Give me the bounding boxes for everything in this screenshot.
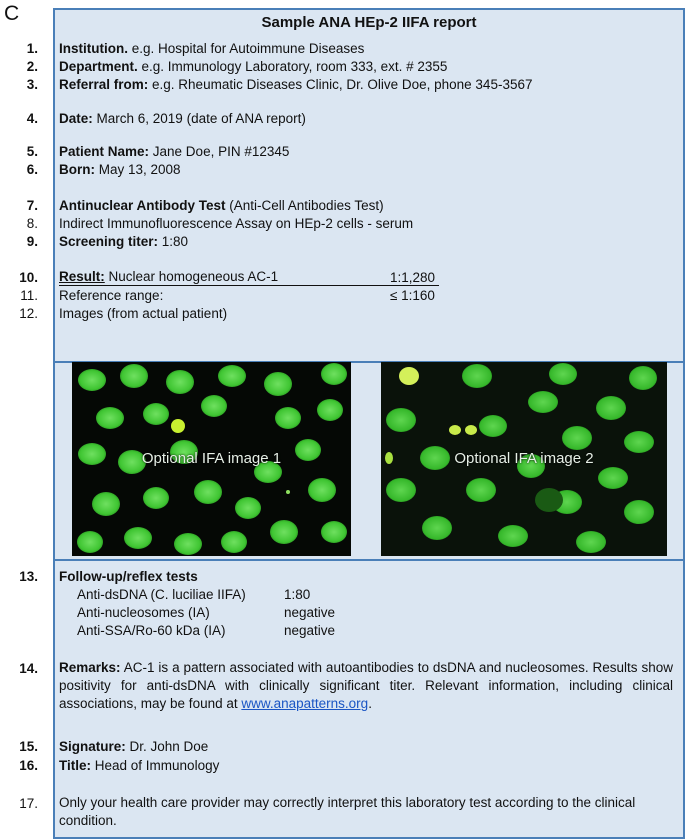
- reflex-test-name: Anti-SSA/Ro-60 kDa (IA): [77, 623, 226, 638]
- department-label: Department.: [59, 59, 138, 74]
- ifa-image-1-caption: Optional IFA image 1: [141, 450, 282, 467]
- reflex-test-name: Anti-nucleosomes (IA): [77, 605, 210, 620]
- reflex-test-name: Anti-dsDNA (C. luciliae IIFA): [77, 587, 246, 602]
- row-number: 12.: [19, 306, 38, 321]
- date-label: Date:: [59, 111, 93, 126]
- row-number: 15.: [19, 739, 38, 754]
- result-line: [59, 269, 439, 286]
- institution-label: Institution.: [59, 41, 128, 56]
- panel-letter: C: [4, 2, 20, 25]
- reflex-test-result: negative: [284, 623, 336, 638]
- report-title: Sample ANA HEp-2 IIFA report: [261, 14, 477, 31]
- reference-range-value: ≤ 1:160: [390, 288, 435, 303]
- ifa-image-2-caption: Optional IFA image 2: [454, 450, 594, 467]
- remarks-text: AC-1 is a pattern associated with autoantibodies to dsDNA and nucleosomes. Results show positivity for anti-dsDNA with clinically significant titer. Relevant information, including clinical associations, may be found at: [59, 660, 673, 711]
- remarks-label: Remarks:: [59, 660, 121, 675]
- screening-titer-label: Screening titer:: [59, 234, 159, 249]
- patient-name-value: Jane Doe, PIN #12345: [149, 144, 290, 159]
- row-number: 4.: [26, 111, 38, 126]
- row-number: 6.: [26, 162, 38, 177]
- row-number: 1.: [26, 41, 38, 56]
- title-value: Head of Immunology: [91, 758, 220, 773]
- reflex-test-result: negative: [284, 605, 336, 620]
- test-name-label: Antinuclear Antibody Test: [59, 198, 226, 213]
- row-number: 14.: [19, 661, 38, 676]
- row-number: 7.: [26, 198, 38, 213]
- title-label: Title:: [59, 758, 92, 773]
- ifa-image-2: [381, 362, 667, 556]
- row-number: 3.: [26, 77, 38, 92]
- date-line: [59, 110, 306, 127]
- result-label: Result:: [59, 269, 105, 284]
- reflex-tests-heading: [59, 568, 198, 585]
- signature-line: [59, 738, 208, 755]
- institution-value: e.g. Hospital for Autoimmune Diseases: [127, 41, 365, 56]
- patient-name-line: [59, 143, 289, 160]
- reflex-tests-label: Follow-up/reflex tests: [59, 569, 198, 584]
- patient-name-label: Patient Name:: [59, 144, 150, 159]
- referral-value: e.g. Rheumatic Diseases Clinic, Dr. Olive Doe, phone 345-3567: [148, 77, 533, 92]
- title-line: [59, 757, 219, 774]
- images-heading: Images (from actual patient): [59, 306, 228, 321]
- row-number: 17.: [19, 796, 38, 811]
- referral-line: [59, 76, 532, 93]
- result-titer: 1:1,280: [390, 270, 436, 285]
- screening-titer-line: [59, 233, 188, 250]
- institution-line: [59, 40, 364, 57]
- row-number: 9.: [26, 234, 38, 249]
- referral-label: Referral from:: [59, 77, 149, 92]
- anapatterns-link[interactable]: www.anapatterns.org: [241, 696, 369, 711]
- row-number: 11.: [20, 288, 38, 303]
- row-number: 2.: [26, 59, 38, 74]
- test-name-value: (Anti-Cell Antibodies Test): [225, 198, 384, 213]
- born-value: May 13, 2008: [95, 162, 181, 177]
- department-value: e.g. Immunology Laboratory, room 333, ext. # 2355: [137, 59, 448, 74]
- row-number: 16.: [19, 758, 38, 773]
- date-value: March 6, 2019 (date of ANA report): [92, 111, 306, 126]
- result-value: Nuclear homogeneous AC-1: [104, 269, 279, 284]
- row-number: 5.: [26, 144, 38, 159]
- signature-label: Signature:: [59, 739, 126, 754]
- department-line: [59, 58, 447, 75]
- remarks-paragraph: [59, 659, 673, 713]
- remarks-end: .: [368, 696, 372, 711]
- reflex-test-result: 1:80: [284, 587, 311, 602]
- born-label: Born:: [59, 162, 95, 177]
- test-name-line: [59, 197, 384, 214]
- row-number: 8.: [26, 216, 38, 231]
- reference-range-label: Reference range:: [59, 288, 164, 303]
- row-number: 13.: [19, 569, 38, 584]
- disclaimer-text: Only your health care provider may correctly interpret this laboratory test according to the clinical condition.: [59, 795, 636, 828]
- screening-titer-value: 1:80: [158, 234, 189, 249]
- born-line: [59, 161, 181, 178]
- assay-line: Indirect Immunofluorescence Assay on HEp-2 cells - serum: [59, 216, 414, 231]
- ifa-image-1: [72, 362, 351, 556]
- row-number: 10.: [19, 270, 38, 285]
- signature-value: Dr. John Doe: [125, 739, 209, 754]
